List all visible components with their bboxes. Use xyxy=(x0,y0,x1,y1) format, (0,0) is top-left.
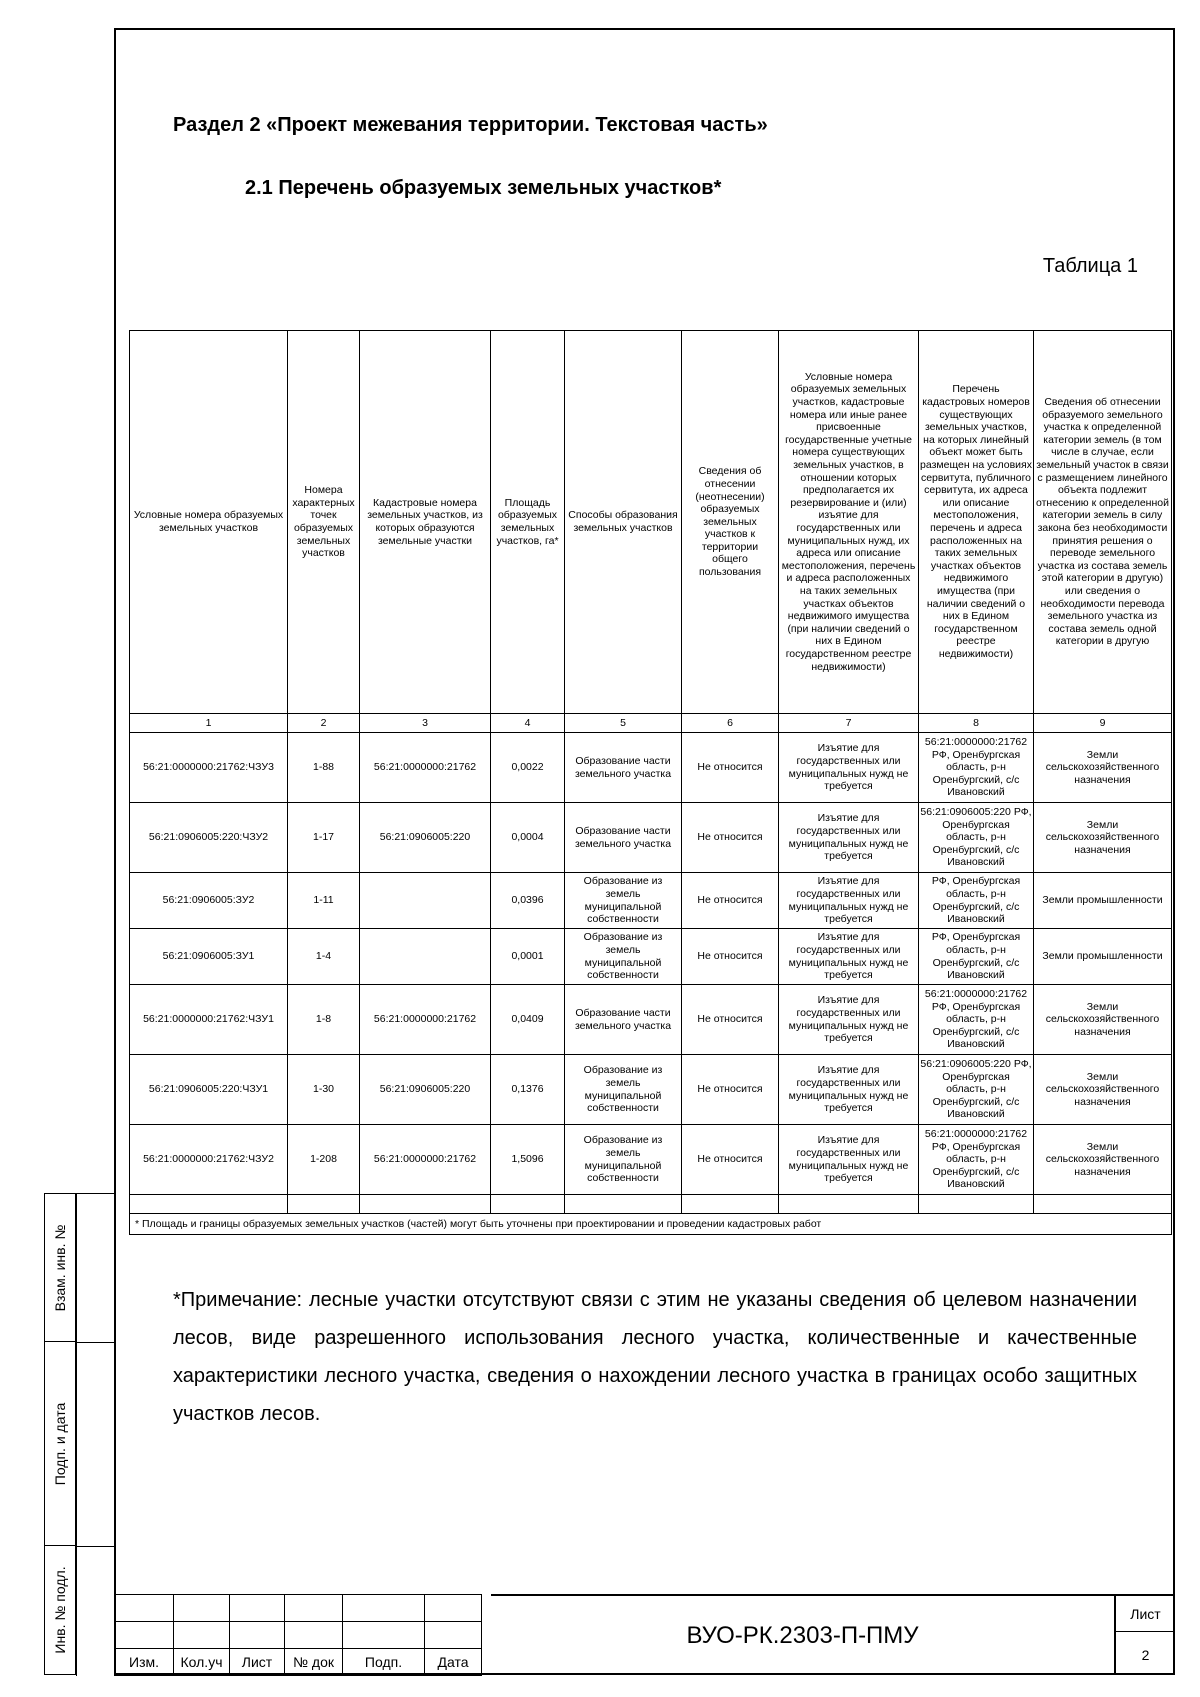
table-cell: Изъятие для государственных или муниципальных нужд не требуется xyxy=(779,873,919,929)
sheet-number: 2 xyxy=(1141,1646,1150,1663)
table-cell: Не относится xyxy=(682,1055,779,1125)
table-row xyxy=(130,803,1172,873)
table-cell: 1-17 xyxy=(288,803,360,873)
header-cell: Условные номера образуемых земельных участков xyxy=(130,331,288,714)
table-cell: Не относится xyxy=(682,929,779,985)
empty-cell xyxy=(130,1195,288,1214)
table-cell: 1-8 xyxy=(288,985,360,1055)
empty-cell xyxy=(682,1195,779,1214)
table-cell: 0,0022 xyxy=(491,733,565,803)
section-heading: Раздел 2 «Проект межевания территории. Текстовая часть» xyxy=(173,114,768,136)
table-cell: 56:21:0906005:220:ЧЗУ2 xyxy=(130,803,288,873)
column-number-cell: 5 xyxy=(565,714,682,733)
stamp-podp-data-label: Подп. и дата xyxy=(52,1402,68,1485)
column-number-cell: 7 xyxy=(779,714,919,733)
table-cell: 56:21:0000000:21762:ЧЗУ1 xyxy=(130,985,288,1055)
sheet-box xyxy=(1114,1594,1175,1675)
empty-cell xyxy=(1034,1195,1172,1214)
table-cell: Изъятие для государственных или муниципальных нужд не требуется xyxy=(779,1125,919,1195)
title-block-grid xyxy=(114,1594,482,1676)
table-cell: Изъятие для государственных или муниципальных нужд не требуется xyxy=(779,803,919,873)
table-footnote: * Площадь и границы образуемых земельных участков (частей) могут быть уточнены при проектировании и проведении кадастровых работ xyxy=(130,1214,1172,1235)
table-cell: 56:21:0906005:220 РФ, Оренбургская область, р-н Оренбургский, с/с Ивановский xyxy=(919,803,1034,873)
table-cell: Земли сельскохозяйственного назначения xyxy=(1034,1055,1172,1125)
title-block-label: Подп. xyxy=(343,1649,425,1676)
header-cell: Способы образования земельных участков xyxy=(565,331,682,714)
table-cell: 56:21:0906005:220 xyxy=(360,803,491,873)
table-cell: Не относится xyxy=(682,873,779,929)
stamp-vzam-inv-label: Взам. инв. № xyxy=(52,1224,68,1311)
table-row xyxy=(130,1055,1172,1125)
table-cell: 0,0409 xyxy=(491,985,565,1055)
sheet-label: Лист xyxy=(1116,1596,1175,1632)
title-block xyxy=(114,1594,1175,1675)
empty-row xyxy=(130,1195,1172,1214)
empty-cell xyxy=(288,1195,360,1214)
table-row xyxy=(130,985,1172,1055)
table-cell: 56:21:0000000:21762 РФ, Оренбургская область, р-н Оренбургский, с/с Ивановский xyxy=(919,1125,1034,1195)
note-paragraph: *Примечание: лесные участки отсутствуют связи с этим не указаны сведения об целевом назначении лесов, виде разрешенного использования лесного участка, количественные и качественные характеристики лесного участка, сведения о нахождении лесного участка в границах особо защитных участков лесов. xyxy=(173,1289,1137,1425)
table-cell: Не относится xyxy=(682,1125,779,1195)
header-cell: Номера характерных точек образуемых земельных участков xyxy=(288,331,360,714)
table-cell: 56:21:0906005:ЗУ1 xyxy=(130,929,288,985)
header-cell: Кадастровые номера земельных участков, из которых образуются земельные участки xyxy=(360,331,491,714)
table-cell: 1-208 xyxy=(288,1125,360,1195)
table-cell: Земли сельскохозяйственного назначения xyxy=(1034,1125,1172,1195)
table-cell: 56:21:0906005:220:ЧЗУ1 xyxy=(130,1055,288,1125)
column-number-cell: 3 xyxy=(360,714,491,733)
table-cell: Земли промышленности xyxy=(1034,873,1172,929)
document-code: ВУО-РК.2303-П-ПМУ xyxy=(491,1594,1114,1675)
empty-cell xyxy=(919,1195,1034,1214)
table-cell: Земли сельскохозяйственного назначения xyxy=(1034,733,1172,803)
table-cell: 56:21:0000000:21762 xyxy=(360,733,491,803)
header-cell: Сведения об отнесении (неотнесении) образуемых земельных участков к территории общего пользования xyxy=(682,331,779,714)
column-number-row xyxy=(130,714,1172,733)
title-block-label: Лист xyxy=(230,1649,285,1676)
empty-cell xyxy=(779,1195,919,1214)
table-cell: Изъятие для государственных или муниципальных нужд не требуется xyxy=(779,733,919,803)
table-cell: 0,0396 xyxy=(491,873,565,929)
column-number-cell: 8 xyxy=(919,714,1034,733)
table-row xyxy=(130,1125,1172,1195)
table-cell: 56:21:0000000:21762 РФ, Оренбургская область, р-н Оренбургский, с/с Ивановский xyxy=(919,733,1034,803)
table-row xyxy=(130,873,1172,929)
column-number-cell: 1 xyxy=(130,714,288,733)
title-block-label: Дата xyxy=(425,1649,482,1676)
table-cell: РФ, Оренбургская область, р-н Оренбургский, с/с Ивановский xyxy=(919,929,1034,985)
table-cell: Изъятие для государственных или муниципальных нужд не требуется xyxy=(779,1055,919,1125)
table-cell xyxy=(360,929,491,985)
table-caption: Таблица 1 xyxy=(1042,255,1138,277)
table-cell: Изъятие для государственных или муниципальных нужд не требуется xyxy=(779,985,919,1055)
table-cell: Образование части земельного участка xyxy=(565,803,682,873)
table-cell: 56:21:0000000:21762:ЧЗУ3 xyxy=(130,733,288,803)
table-cell: Образование части земельного участка xyxy=(565,985,682,1055)
table-cell: Земли сельскохозяйственного назначения xyxy=(1034,803,1172,873)
table-cell: 1-30 xyxy=(288,1055,360,1125)
stamp-inv-podl xyxy=(44,1545,76,1675)
table-cell: 0,0001 xyxy=(491,929,565,985)
table-cell: Земли сельскохозяйственного назначения xyxy=(1034,985,1172,1055)
table-cell: 1-11 xyxy=(288,873,360,929)
header-cell: Площадь образуемых земельных участков, га* xyxy=(491,331,565,714)
table-cell: Образование из земель муниципальной собственности xyxy=(565,873,682,929)
title-block-label: Кол.уч xyxy=(174,1649,230,1676)
table-cell: Образование из земель муниципальной собственности xyxy=(565,929,682,985)
table-row xyxy=(130,929,1172,985)
table-cell: Образование из земель муниципальной собственности xyxy=(565,1055,682,1125)
table-cell: 1,5096 xyxy=(491,1125,565,1195)
table-cell: 56:21:0000000:21762:ЧЗУ2 xyxy=(130,1125,288,1195)
table-cell: Не относится xyxy=(682,803,779,873)
table-cell: Не относится xyxy=(682,985,779,1055)
table-cell xyxy=(360,873,491,929)
table-cell: 56:21:0000000:21762 РФ, Оренбургская область, р-н Оренбургский, с/с Ивановский xyxy=(919,985,1034,1055)
table-cell: Образование части земельного участка xyxy=(565,733,682,803)
table-cell: 1-88 xyxy=(288,733,360,803)
table-cell: 56:21:0906005:220 РФ, Оренбургская область, р-н Оренбургский, с/с Ивановский xyxy=(919,1055,1034,1125)
header-cell: Условные номера образуемых земельных участков, кадастровые номера или иные ранее присвоенные государственные учетные номера существующих земельных участков, в отношении которых предполагается их резервирование и (или) изъятие для государственных или муниципальных нужд, их адреса или описание местоположения, перечень и адреса расположенных на таких земельных участках объектов недвижимого имущества (при наличии сведений о них в Едином государственном реестре недвижимости) xyxy=(779,331,919,714)
table-cell: 56:21:0000000:21762 xyxy=(360,1125,491,1195)
table-cell: 56:21:0000000:21762 xyxy=(360,985,491,1055)
empty-cell xyxy=(565,1195,682,1214)
table-cell: 0,1376 xyxy=(491,1055,565,1125)
column-number-cell: 4 xyxy=(491,714,565,733)
table-cell: Изъятие для государственных или муниципальных нужд не требуется xyxy=(779,929,919,985)
table-cell: РФ, Оренбургская область, р-н Оренбургский, с/с Ивановский xyxy=(919,873,1034,929)
table-cell: 1-4 xyxy=(288,929,360,985)
column-number-cell: 2 xyxy=(288,714,360,733)
title-block-label: № док xyxy=(285,1649,343,1676)
table-cell: Земли промышленности xyxy=(1034,929,1172,985)
header-cell: Сведения об отнесении образуемого земельного участка к определенной категории земель (в том числе в случае, если земельный участок в связи с размещением линейного объекта подлежит отнесению к определенной категории земель в силу закона без необходимости принятия решения о переводе земельного участка из состава земель этой категории в другую) или сведения о необходимости перевода земельного участка из состава земель одной категории в другую xyxy=(1034,331,1172,714)
stamp-inv-podl-label: Инв. № подл. xyxy=(52,1566,68,1654)
empty-cell xyxy=(360,1195,491,1214)
stamp-podp-data xyxy=(44,1341,76,1545)
table-cell: Образование из земель муниципальной собственности xyxy=(565,1125,682,1195)
stamp-vzam-inv xyxy=(44,1193,76,1341)
stamp-side-column xyxy=(76,1193,114,1675)
title-block-label: Изм. xyxy=(115,1649,174,1676)
table-cell: 0,0004 xyxy=(491,803,565,873)
column-number-cell: 6 xyxy=(682,714,779,733)
table-cell: 56:21:0906005:220 xyxy=(360,1055,491,1125)
column-number-cell: 9 xyxy=(1034,714,1172,733)
empty-cell xyxy=(491,1195,565,1214)
table-row xyxy=(130,733,1172,803)
header-cell: Перечень кадастровых номеров существующих земельных участков, на которых линейный объект может быть размещен на условиях сервитута, публичного сервитута, их адреса или описание местоположения, перечень и адреса расположенных на таких земельных участках объектов недвижимого имущества (при наличии сведений о них в Едином государственном реестре недвижимости) xyxy=(919,331,1034,714)
land-plots-table xyxy=(129,330,1172,1235)
table-cell: Не относится xyxy=(682,733,779,803)
subsection-heading: 2.1 Перечень образуемых земельных участков* xyxy=(245,177,722,199)
table-cell: 56:21:0906005:ЗУ2 xyxy=(130,873,288,929)
footnote-row xyxy=(130,1214,1172,1235)
table-header-row xyxy=(130,331,1172,714)
